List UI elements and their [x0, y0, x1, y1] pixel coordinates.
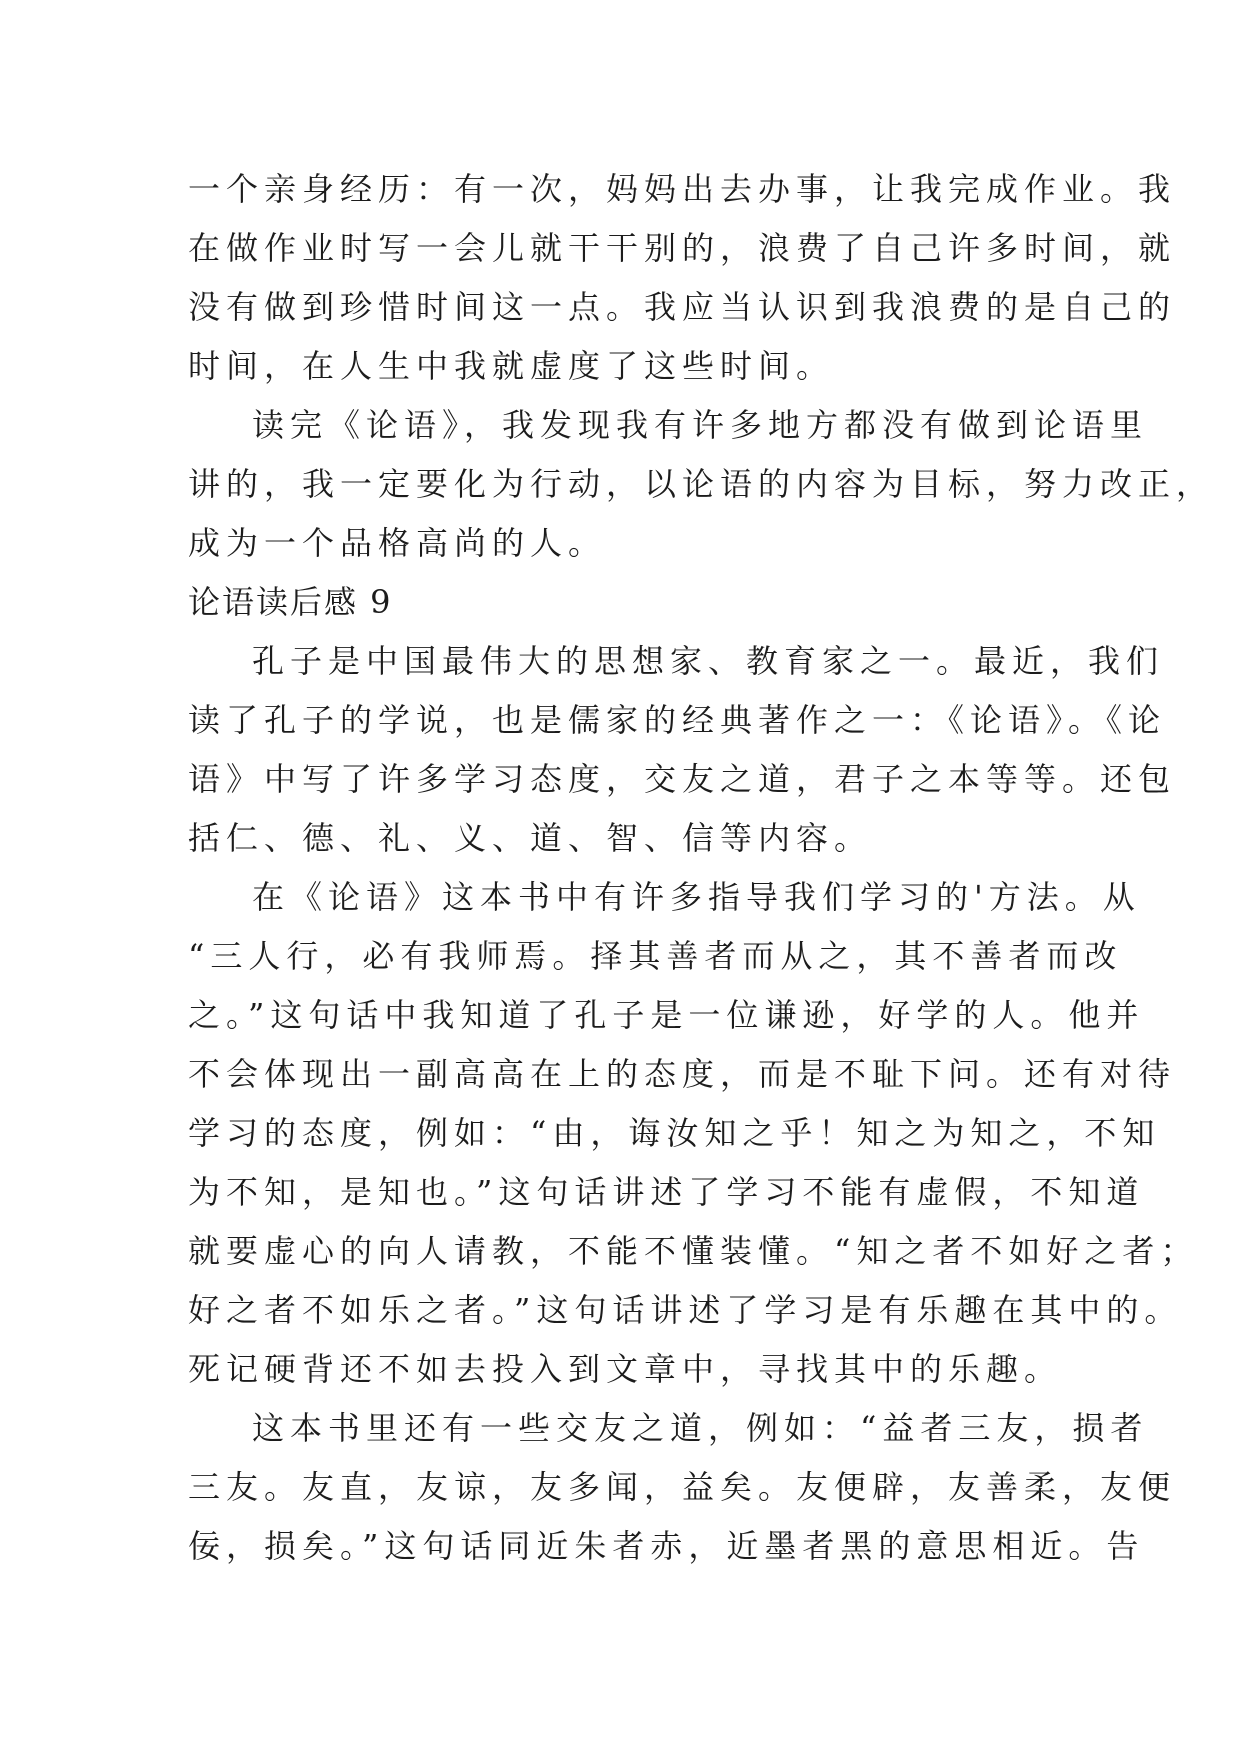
text-line: 学习的态度，例如：“由，诲汝知之乎！知之为知之，不知 — [188, 1114, 1161, 1152]
text-line: 好之者不如乐之者。”这句话讲述了学习是有乐趣在其中的。 — [188, 1291, 1183, 1329]
text-line: 三友。友直，友谅，友多闻，益矣。友便辟，友善柔，友便 — [188, 1468, 1177, 1506]
document-body — [188, 160, 1215, 1576]
text-line: 这本书里还有一些交友之道，例如：“益者三友，损者 — [252, 1409, 1149, 1447]
text-line: 成为一个品格高尚的人。 — [188, 524, 607, 562]
text-line: 时间，在人生中我就虚度了这些时间。 — [188, 347, 835, 385]
text-line: 孔子是中国最伟大的思想家、教育家之一。最近，我们 — [252, 642, 1165, 680]
text-line: 在做作业时写一会儿就干干别的，浪费了自己许多时间，就 — [188, 229, 1177, 267]
paragraph — [188, 396, 1215, 573]
text-line: 为不知，是知也。”这句话讲述了学习不能有虚假，不知道 — [188, 1173, 1145, 1211]
paragraph-continuation — [188, 160, 1177, 396]
text-line: 语》中写了许多学习态度，交友之道，君子之本等等。还包 — [188, 760, 1177, 798]
text-line: 读完《论语》，我发现我有许多地方都没有做到论语里 — [252, 406, 1149, 444]
text-line: “三人行，必有我师焉。择其善者而从之，其不善者而改 — [188, 937, 1123, 975]
text-line: 括仁、德、礼、义、道、智、信等内容。 — [188, 819, 873, 857]
text-line: 一个亲身经历：有一次，妈妈出去办事，让我完成作业。我 — [188, 170, 1177, 208]
text-line: 就要虚心的向人请教，不能不懂装懂。“知之者不如好之者； — [188, 1232, 1199, 1270]
section-heading — [188, 573, 1068, 632]
text-line: 不会体现出一副高高在上的态度，而是不耻下问。还有对待 — [188, 1055, 1177, 1093]
text-line: 之。”这句话中我知道了孔子是一位谦逊，好学的人。他并 — [188, 996, 1145, 1034]
text-line: 在《论语》这本书中有许多指导我们学习的'方法。从 — [252, 878, 1141, 916]
heading-text: 论语读后感 9 — [188, 583, 393, 621]
paragraph — [188, 632, 1177, 868]
text-line: 死记硬背还不如去投入到文章中，寻找其中的乐趣。 — [188, 1350, 1063, 1388]
text-line: 没有做到珍惜时间这一点。我应当认识到我浪费的是自己的 — [188, 288, 1177, 326]
text-line: 佞，损矣。”这句话同近朱者赤，近墨者黑的意思相近。告 — [188, 1527, 1145, 1565]
text-line: 读了孔子的学说，也是儒家的经典著作之一：《论语》。《论 — [188, 701, 1167, 739]
text-line: 讲的，我一定要化为行动，以论语的内容为目标，努力改正， — [188, 465, 1215, 503]
paragraph — [188, 868, 1199, 1399]
paragraph — [188, 1399, 1177, 1576]
